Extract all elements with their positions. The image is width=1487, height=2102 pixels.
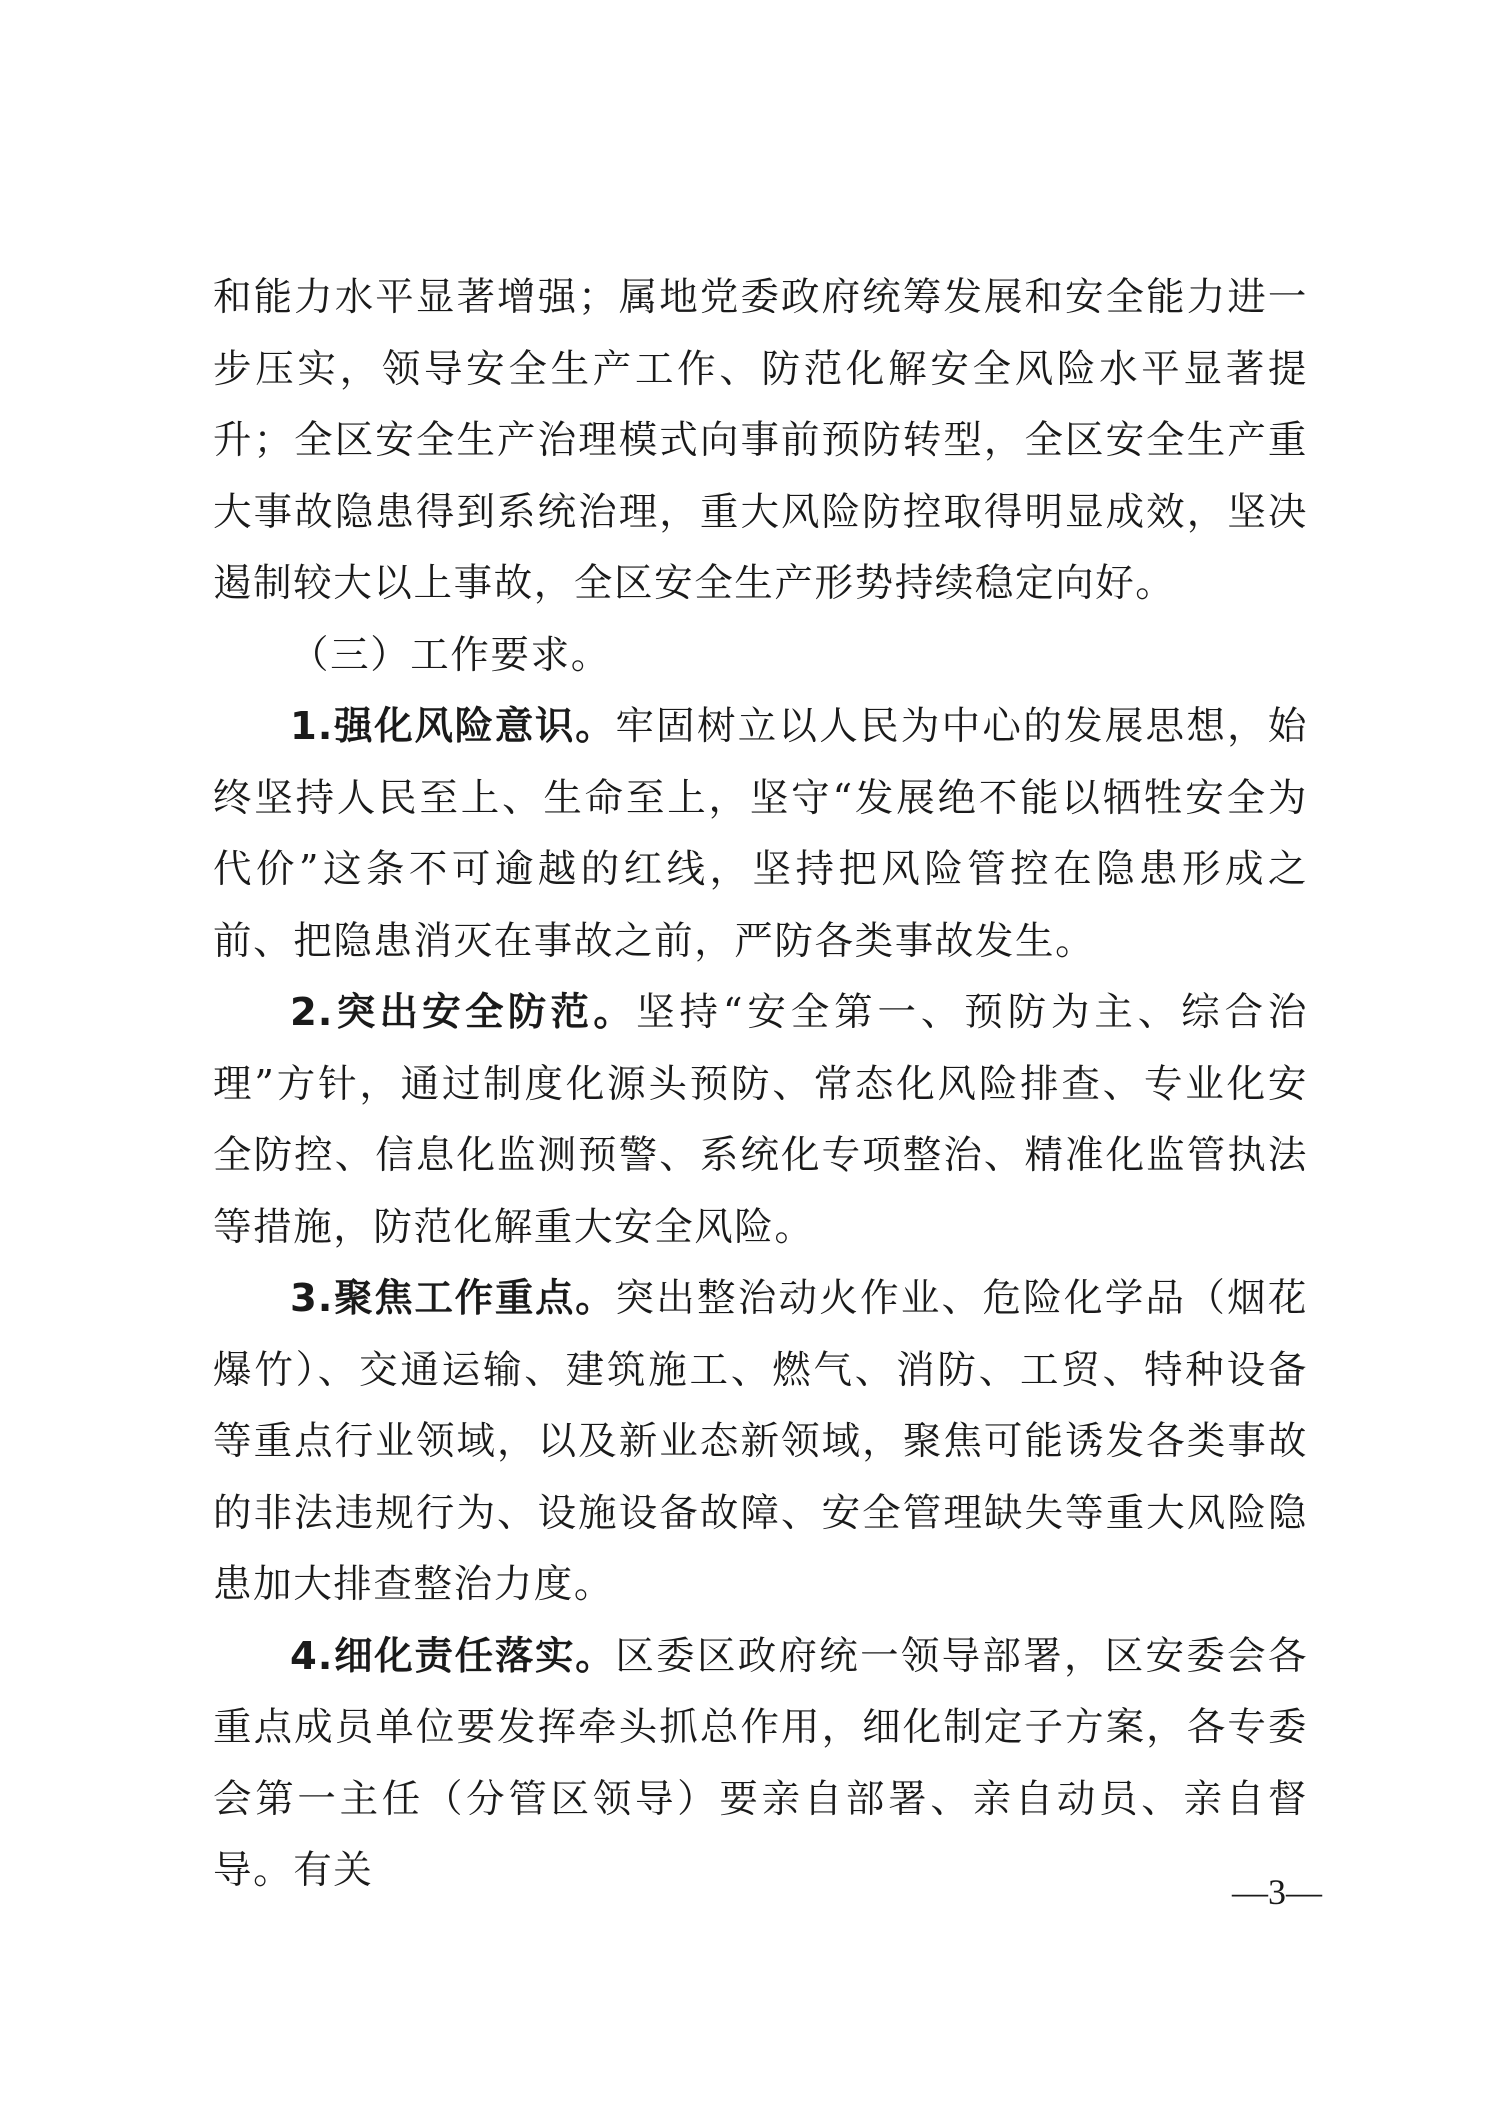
item-text: 牢固树立以人民为中心的发展思想，始终坚持人民至上、生命至上，坚守“发展绝不能以牺牲安全为代价”这条不可逾越的红线，坚持把风险管控在隐患形成之前、把隐患消灭在事故之前，严防各类事故发生。 bbox=[213, 704, 1308, 964]
document-body bbox=[213, 262, 1308, 1907]
item-heading: 3.聚焦工作重点。 bbox=[290, 1276, 616, 1321]
section-heading-work-requirements bbox=[213, 620, 1308, 692]
item-text: 区委区政府统一领导部署，区安委会各重点成员单位要发挥牵头抓总作用，细化制定子方案，各专委会第一主任（分管区领导）要亲自部署、亲自动员、亲自督导。有关 bbox=[213, 1633, 1308, 1893]
item-heading: 2.突出安全防范。 bbox=[290, 990, 637, 1035]
item-text: 突出整治动火作业、危险化学品（烟花爆竹）、交通运输、建筑施工、燃气、消防、工贸、特种设备等重点行业领域，以及新业态新领域，聚焦可能诱发各类事故的非法违规行为、设施设备故障、安全管理缺失等重大风险隐患加大排查整治力度。 bbox=[213, 1276, 1308, 1607]
paragraph-item-4 bbox=[213, 1621, 1308, 1907]
paragraph-item-2 bbox=[213, 977, 1308, 1263]
item-heading: 4.细化责任落实。 bbox=[290, 1633, 616, 1679]
paragraph-item-1 bbox=[213, 691, 1308, 977]
item-text: 坚持“安全第一、预防为主、综合治理”方针，通过制度化源头预防、常态化风险排查、专业化安全防控、信息化监测预警、系统化专项整治、精准化监管执法等措施，防范化解重大安全风险。 bbox=[213, 990, 1308, 1250]
paragraph-continuation bbox=[213, 262, 1308, 620]
paragraph-text: 和能力水平显著增强；属地党委政府统筹发展和安全能力进一步压实，领导安全生产工作、防范化解安全风险水平显著提升；全区安全生产治理模式向事前预防转型，全区安全生产重大事故隐患得到系统治理，重大风险防控取得明显成效，坚决遏制较大以上事故，全区安全生产形势持续稳定向好。 bbox=[213, 275, 1308, 606]
page-number: —3— bbox=[1232, 1872, 1322, 1912]
item-heading: 1.强化风险意识。 bbox=[290, 704, 616, 749]
paragraph-item-3 bbox=[213, 1263, 1308, 1621]
section-heading-text: （三）工作要求。 bbox=[290, 632, 611, 678]
